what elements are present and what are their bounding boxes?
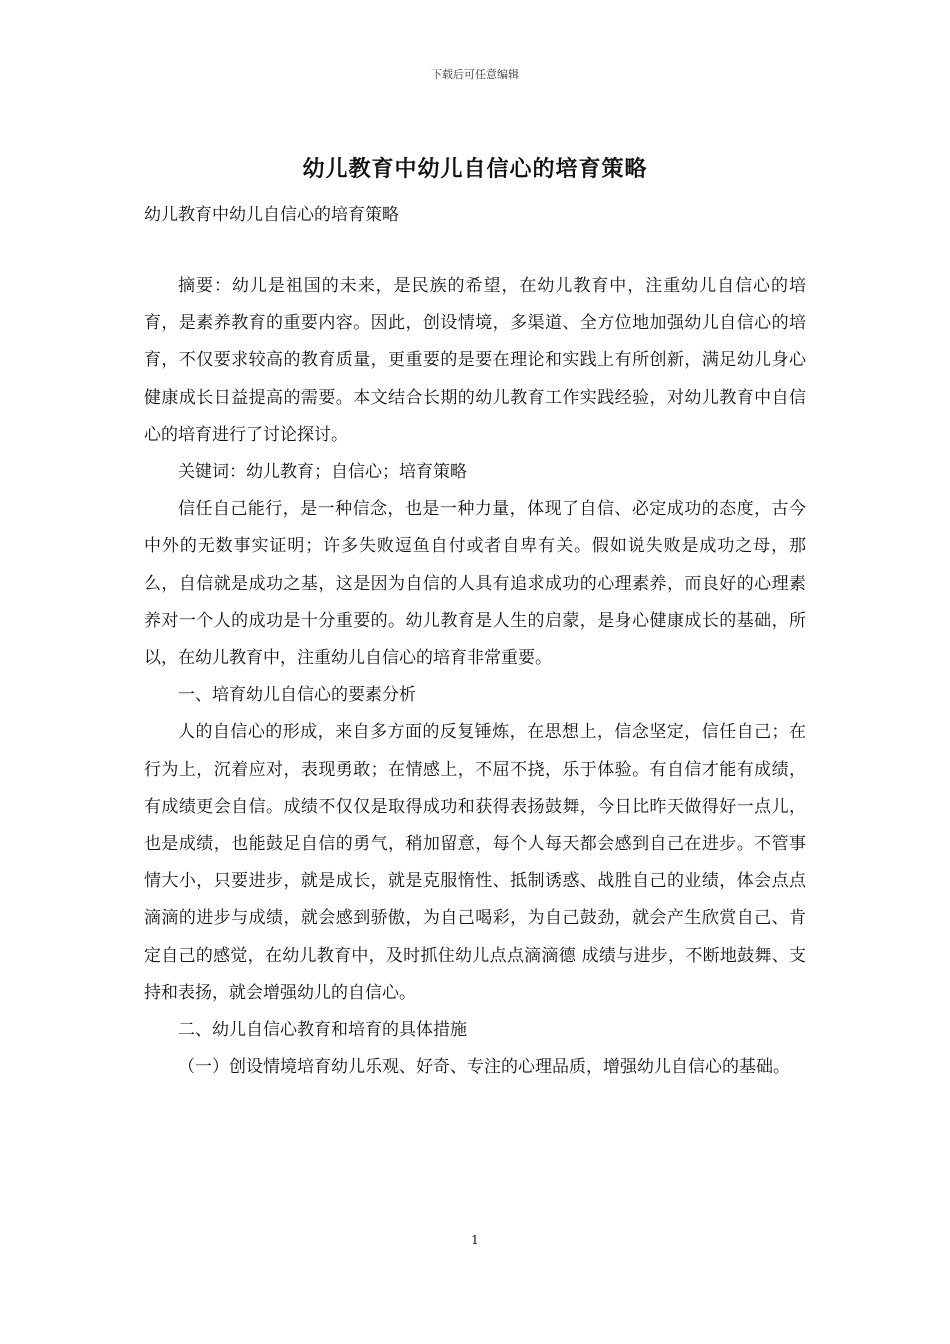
document-title: 幼儿教育中幼儿自信心的培育策略 bbox=[302, 156, 648, 182]
document-subtitle: 幼儿教育中幼儿自信心的培育策略 bbox=[144, 205, 399, 225]
keywords-paragraph: 关键词：幼儿教育；自信心；培育策略 bbox=[178, 462, 467, 483]
abstract-paragraph: 摘要：幼儿是祖国的未来，是民族的希望，在幼儿教育中，注重幼儿自信心的培育，是素养教育的重要内容。因此，创设情境，多渠道、全方位地加强幼儿自信心的培育，不仅要求较高的教育质量，更重要的是要在理论和实践上有所创新，满足幼儿身心健康成长日益提高的需要。本文结合长期的幼儿教育工作实践经验，对幼儿教育中自信心的培育进行了讨论探讨。 bbox=[144, 276, 806, 445]
page-number: 1 bbox=[471, 1233, 479, 1247]
section-heading-2: 二、幼儿自信心教育和培育的具体措施 bbox=[178, 1020, 467, 1041]
document-body bbox=[144, 268, 806, 1086]
page-header-note: 下载后可任意编辑 bbox=[431, 68, 519, 81]
intro-paragraph: 信任自己能行，是一种信念，也是一种力量，体现了自信、必定成功的态度，古今中外的无数事实证明；许多失败逗鱼自付或者自卑有关。假如说失败是成功之母，那么，自信就是成功之基，这是因为自信的人具有追求成功的心理素养，而良好的心理素养对一个人的成功是十分重要的。幼儿教育是人生的启蒙，是身心健康成长的基础，所以，在幼儿教育中，注重幼儿自信心的培育非常重要。 bbox=[144, 499, 806, 669]
section-heading-1: 一、培育幼儿自信心的要素分析 bbox=[178, 685, 416, 706]
section-1-paragraph: 人的自信心的形成，来自多方面的反复锤炼，在思想上，信念坚定，信任自己；在行为上，沉着应对，表现勇敢；在情感上，不屈不挠，乐于体验。有自信才能有成绩，有成绩更会自信。成绩不仅仅是取得成功和获得表扬鼓舞，今日比昨天做得好一点儿，也是成绩，也能鼓足自信的勇气，稍加留意，每个人每天都会感到自己在进步。不管事情大小，只要进步，就是成长，就是克服惰性、抵制诱惑、战胜自己的业绩，体会点点滴滴的进步与成绩，就会感到骄傲，为自己喝彩，为自己鼓劲，就会产生欣赏自己、肯定自己的感觉，在幼儿教育中，及时抓住幼儿点点滴滴德 成绩与进步，不断地鼓舞、支持和表扬，就会增强幼儿的自信心。 bbox=[144, 722, 806, 1003]
subsection-heading-2-1: （一）创设情境培育幼儿乐观、好奇、专注的心理品质，增强幼儿自信心的基础。 bbox=[178, 1057, 790, 1078]
